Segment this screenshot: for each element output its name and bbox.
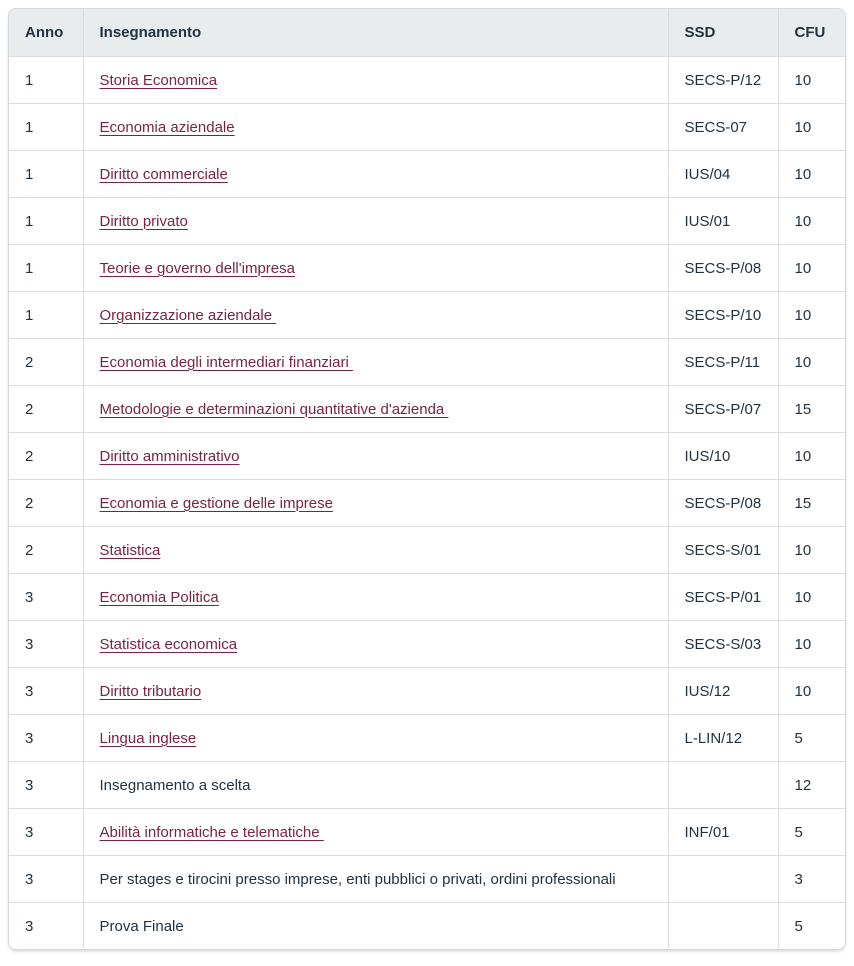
course-link[interactable]: Organizzazione aziendale xyxy=(99,306,277,324)
cell-cfu: 15 xyxy=(778,480,846,527)
cell-insegnamento xyxy=(83,903,668,950)
cell-insegnamento xyxy=(83,198,668,245)
course-link[interactable]: Metodologie e determinazioni quantitative d'azienda xyxy=(99,400,449,418)
header-row xyxy=(9,9,846,57)
cell-cfu: 10 xyxy=(778,57,846,104)
cell-cfu: 10 xyxy=(778,198,846,245)
course-link[interactable]: Economia aziendale xyxy=(99,118,235,136)
cell-anno: 3 xyxy=(9,856,83,903)
course-text: Per stages e tirocini presso imprese, enti pubblici o privati, ordini professionali xyxy=(99,870,616,888)
cell-ssd: L-LIN/12 xyxy=(668,715,778,762)
table-row xyxy=(9,198,846,245)
cell-insegnamento xyxy=(83,57,668,104)
table-row xyxy=(9,433,846,480)
cell-anno: 3 xyxy=(9,715,83,762)
cell-insegnamento xyxy=(83,527,668,574)
course-link[interactable]: Teorie e governo dell'impresa xyxy=(99,259,295,277)
cell-anno: 1 xyxy=(9,292,83,339)
table-row xyxy=(9,809,846,856)
cell-insegnamento xyxy=(83,151,668,198)
cell-cfu: 3 xyxy=(778,856,846,903)
cell-anno: 3 xyxy=(9,809,83,856)
course-link[interactable]: Statistica economica xyxy=(99,635,238,653)
cell-anno: 3 xyxy=(9,668,83,715)
table-row xyxy=(9,527,846,574)
cell-ssd: SECS-P/01 xyxy=(668,574,778,621)
column-header-cfu: CFU xyxy=(778,9,846,57)
table-row xyxy=(9,621,846,668)
table-row xyxy=(9,762,846,809)
course-table xyxy=(9,9,846,949)
course-link[interactable]: Abilità informatiche e telematiche xyxy=(99,823,324,841)
cell-cfu: 10 xyxy=(778,621,846,668)
cell-ssd: SECS-P/07 xyxy=(668,386,778,433)
cell-ssd xyxy=(668,762,778,809)
table-row xyxy=(9,104,846,151)
cell-cfu: 5 xyxy=(778,715,846,762)
cell-ssd: SECS-P/08 xyxy=(668,480,778,527)
cell-insegnamento xyxy=(83,104,668,151)
cell-cfu: 5 xyxy=(778,809,846,856)
course-link[interactable]: Economia Politica xyxy=(99,588,219,606)
cell-insegnamento xyxy=(83,762,668,809)
cell-anno: 3 xyxy=(9,621,83,668)
cell-anno: 1 xyxy=(9,198,83,245)
cell-cfu: 10 xyxy=(778,104,846,151)
cell-cfu: 5 xyxy=(778,903,846,950)
cell-insegnamento xyxy=(83,668,668,715)
cell-ssd: SECS-P/08 xyxy=(668,245,778,292)
column-header-insegnamento: Insegnamento xyxy=(83,9,668,57)
course-link[interactable]: Storia Economica xyxy=(99,71,218,89)
course-link[interactable]: Statistica xyxy=(99,541,161,559)
cell-cfu: 12 xyxy=(778,762,846,809)
cell-cfu: 10 xyxy=(778,151,846,198)
course-link[interactable]: Economia e gestione delle imprese xyxy=(99,494,333,512)
cell-insegnamento xyxy=(83,433,668,480)
table-row xyxy=(9,151,846,198)
cell-insegnamento xyxy=(83,574,668,621)
course-link[interactable]: Diritto commerciale xyxy=(99,165,228,183)
cell-ssd: IUS/12 xyxy=(668,668,778,715)
cell-anno: 2 xyxy=(9,527,83,574)
table-row xyxy=(9,668,846,715)
cell-anno: 1 xyxy=(9,151,83,198)
course-link[interactable]: Lingua inglese xyxy=(99,729,197,747)
table-row xyxy=(9,245,846,292)
table-row xyxy=(9,339,846,386)
course-text: Insegnamento a scelta xyxy=(99,776,251,794)
cell-ssd: INF/01 xyxy=(668,809,778,856)
cell-ssd: SECS-P/10 xyxy=(668,292,778,339)
course-text: Prova Finale xyxy=(99,917,184,935)
cell-ssd: IUS/01 xyxy=(668,198,778,245)
table-row xyxy=(9,386,846,433)
cell-anno: 2 xyxy=(9,433,83,480)
cell-insegnamento xyxy=(83,245,668,292)
cell-ssd: SECS-S/03 xyxy=(668,621,778,668)
cell-ssd: SECS-P/12 xyxy=(668,57,778,104)
cell-ssd: IUS/10 xyxy=(668,433,778,480)
table-row xyxy=(9,292,846,339)
course-link[interactable]: Diritto tributario xyxy=(99,682,202,700)
cell-anno: 2 xyxy=(9,339,83,386)
cell-insegnamento xyxy=(83,339,668,386)
cell-anno: 3 xyxy=(9,574,83,621)
table-row xyxy=(9,480,846,527)
cell-anno: 3 xyxy=(9,903,83,950)
column-header-ssd: SSD xyxy=(668,9,778,57)
cell-cfu: 15 xyxy=(778,386,846,433)
table-row xyxy=(9,856,846,903)
course-table-container xyxy=(8,8,846,950)
cell-insegnamento xyxy=(83,292,668,339)
cell-cfu: 10 xyxy=(778,339,846,386)
course-link[interactable]: Diritto amministrativo xyxy=(99,447,240,465)
cell-anno: 1 xyxy=(9,57,83,104)
cell-anno: 1 xyxy=(9,245,83,292)
cell-insegnamento xyxy=(83,386,668,433)
table-row xyxy=(9,715,846,762)
cell-insegnamento xyxy=(83,621,668,668)
cell-ssd: SECS-07 xyxy=(668,104,778,151)
course-link[interactable]: Diritto privato xyxy=(99,212,188,230)
cell-insegnamento xyxy=(83,809,668,856)
table-row xyxy=(9,57,846,104)
table-body xyxy=(9,57,846,950)
cell-anno: 2 xyxy=(9,480,83,527)
column-header-anno: Anno xyxy=(9,9,83,57)
cell-anno: 3 xyxy=(9,762,83,809)
table-row xyxy=(9,574,846,621)
cell-cfu: 10 xyxy=(778,527,846,574)
cell-cfu: 10 xyxy=(778,292,846,339)
cell-ssd xyxy=(668,856,778,903)
cell-cfu: 10 xyxy=(778,245,846,292)
cell-ssd xyxy=(668,903,778,950)
cell-anno: 2 xyxy=(9,386,83,433)
cell-cfu: 10 xyxy=(778,433,846,480)
cell-ssd: IUS/04 xyxy=(668,151,778,198)
cell-cfu: 10 xyxy=(778,668,846,715)
table-row xyxy=(9,903,846,950)
cell-insegnamento xyxy=(83,856,668,903)
cell-cfu: 10 xyxy=(778,574,846,621)
course-link[interactable]: Economia degli intermediari finanziari xyxy=(99,353,353,371)
cell-anno: 1 xyxy=(9,104,83,151)
cell-ssd: SECS-P/11 xyxy=(668,339,778,386)
cell-insegnamento xyxy=(83,715,668,762)
table-header xyxy=(9,9,846,57)
cell-insegnamento xyxy=(83,480,668,527)
cell-ssd: SECS-S/01 xyxy=(668,527,778,574)
